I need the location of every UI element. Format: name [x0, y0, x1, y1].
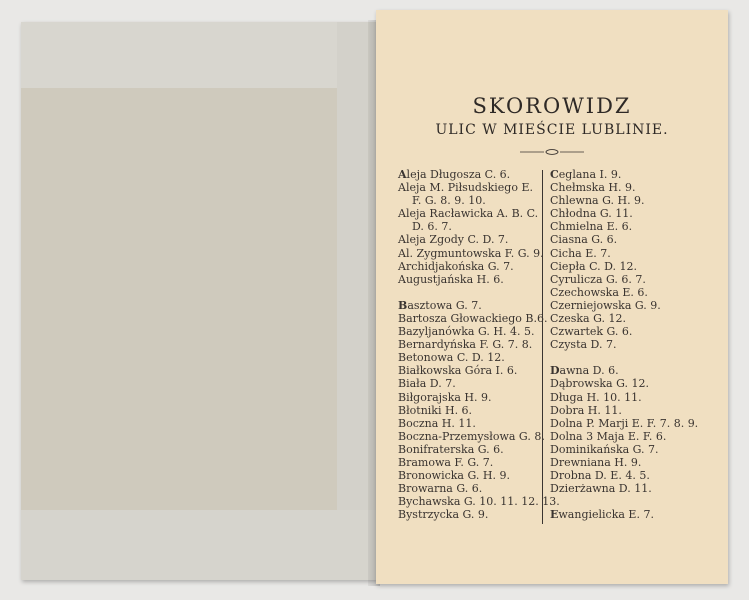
street-entry-text: Bystrzycka G. 9.	[398, 508, 489, 522]
street-entry	[398, 391, 538, 404]
street-entry-text: Al. Zygmuntowska F. G. 9.	[398, 246, 544, 260]
street-entry	[398, 311, 548, 325]
page-title: SKOROWIDZ	[472, 94, 632, 118]
street-entry	[550, 286, 720, 299]
street-entry-text: Cicha E. 7.	[550, 246, 611, 260]
letter-initial: C	[550, 168, 559, 181]
street-entry-text: Czerniejowska G. 9.	[550, 298, 661, 312]
street-entry	[398, 495, 560, 509]
street-entry-text: Boczna-Przemysłowa G. 8.	[398, 429, 545, 443]
street-entry	[398, 299, 538, 312]
street-entry	[398, 220, 538, 233]
street-entry	[398, 469, 538, 482]
street-entry-text: Drewniana H. 9.	[550, 455, 642, 469]
street-entry	[550, 260, 720, 273]
street-index-right-column	[550, 168, 720, 521]
street-entry	[550, 377, 720, 390]
street-entry-text: Chmielna E. 6.	[550, 220, 633, 234]
street-entry-text: Dzierżawna D. 11.	[550, 482, 652, 496]
street-entry-text: Archidjakońska G. 7.	[398, 259, 514, 273]
street-entry	[550, 181, 720, 194]
street-index-left-column	[398, 168, 560, 522]
street-entry	[550, 443, 720, 456]
street-entry-text: awna D. 6.	[559, 364, 619, 378]
street-entry	[550, 220, 720, 233]
street-entry	[550, 168, 720, 181]
street-entry-text: Bychawska G. 10. 11. 12. 13.	[398, 495, 560, 509]
street-entry	[398, 443, 538, 456]
street-entry	[550, 325, 720, 338]
column-divider	[542, 170, 543, 524]
street-entry	[550, 508, 720, 521]
street-entry	[550, 194, 720, 207]
street-entry	[398, 246, 544, 260]
right-page	[376, 10, 728, 584]
street-entry	[550, 299, 720, 312]
street-entry-text: Ciasna G. 6.	[550, 233, 618, 247]
street-entry-text: F. G. 8. 9. 10.	[412, 194, 486, 208]
street-entry-text: Bronowicka G. H. 9.	[398, 469, 510, 483]
street-entry	[550, 404, 720, 417]
street-entry-text: Biała D. 7.	[398, 377, 456, 391]
street-entry-text: Chełmska H. 9.	[550, 181, 636, 195]
street-entry	[398, 429, 545, 443]
street-entry	[398, 338, 538, 351]
street-entry	[398, 417, 538, 430]
street-entry-text: Bernardyńska F. G. 7. 8.	[398, 338, 533, 352]
letter-initial: B	[398, 298, 408, 312]
street-entry-text: Chłodna G. 11.	[550, 207, 633, 221]
street-entry	[550, 364, 720, 377]
street-entry	[398, 207, 538, 220]
street-entry-text: Boczna H. 11.	[398, 416, 476, 430]
street-entry-text: Dolna 3 Maja E. F. 6.	[550, 429, 667, 443]
street-entry-text: Długa H. 10. 11.	[550, 390, 642, 404]
street-entry-text: Aleja M. Piłsudskiego E.	[398, 181, 533, 195]
street-entry	[550, 456, 720, 469]
street-entry	[550, 247, 720, 260]
street-entry	[550, 273, 720, 286]
street-entry	[398, 168, 538, 181]
street-entry-text: Dąbrowska G. 12.	[550, 377, 649, 391]
street-entry	[550, 430, 720, 443]
tape-strip-top	[21, 22, 377, 88]
street-entry	[398, 273, 538, 286]
street-entry-text: Drobna D. E. 4. 5.	[550, 469, 650, 483]
street-entry	[398, 482, 538, 495]
letter-initial: D	[550, 364, 560, 378]
street-entry-text: Dominikańska G. 7.	[550, 442, 659, 456]
page-subtitle: ULIC W MIEŚCIE LUBLINIE.	[435, 122, 669, 138]
street-entry	[398, 351, 538, 364]
street-entry	[550, 469, 720, 482]
street-entry-text: Białkowska Góra I. 6.	[398, 364, 518, 378]
street-entry-text: Dobra H. 11.	[550, 403, 622, 417]
street-entry-text: Biłgorajska H. 9.	[398, 390, 492, 404]
street-entry-text: Aleja Zgody C. D. 7.	[398, 233, 509, 247]
street-entry-text: wangielicka E. 7.	[558, 508, 654, 522]
street-entry	[398, 364, 538, 377]
street-entry	[398, 404, 538, 417]
street-entry	[398, 377, 538, 390]
street-entry	[550, 338, 720, 351]
tape-strip-bottom	[21, 510, 377, 580]
street-entry-text: Bramowa F. G. 7.	[398, 455, 494, 469]
street-entry-text: Czysta D. 7.	[550, 338, 617, 352]
ornament-divider-icon	[520, 148, 584, 156]
street-entry-text: eglana I. 9.	[558, 168, 622, 181]
letter-initial: E	[550, 508, 559, 522]
street-entry-text: Czeska G. 12.	[550, 312, 626, 326]
street-entry	[398, 508, 538, 521]
street-entry-text: Czechowska E. 6.	[550, 285, 648, 299]
street-entry	[550, 207, 720, 220]
left-page-cover	[21, 22, 377, 580]
street-entry-text: Bazyljanówka G. H. 4. 5.	[398, 325, 535, 339]
street-entry	[398, 260, 538, 273]
street-entry-text: D. 6. 7.	[412, 220, 452, 234]
street-entry	[398, 233, 538, 246]
street-entry	[550, 391, 720, 404]
street-entry-text: Błotniki H. 6.	[398, 403, 473, 417]
street-entry-text: leja Długosza C. 6.	[406, 168, 511, 181]
street-entry	[550, 233, 720, 246]
street-entry	[550, 312, 720, 325]
street-entry-text: Ciepła C. D. 12.	[550, 259, 638, 273]
street-entry	[398, 456, 538, 469]
street-entry	[398, 181, 538, 194]
letter-initial: A	[398, 168, 407, 181]
street-entry-text: Aleja Racławicka A. B. C.	[398, 207, 539, 221]
street-entry-text: Betonowa C. D. 12.	[398, 351, 505, 365]
street-entry-text: Bartosza Głowackiego B.6.	[398, 311, 548, 325]
street-entry-text: Augustjańska H. 6.	[398, 272, 504, 286]
street-entry	[398, 194, 538, 207]
street-entry	[398, 325, 538, 338]
street-entry-text: Czwartek G. 6.	[550, 325, 633, 339]
street-entry-text: Browarna G. 6.	[398, 482, 483, 496]
street-entry-text: Dolna P. Marji E. F. 7. 8. 9.	[550, 416, 699, 430]
street-entry-text: Bonifraterska G. 6.	[398, 442, 504, 456]
street-entry	[550, 417, 720, 430]
street-entry-text: asztowa G. 7.	[407, 298, 482, 312]
street-entry-text: Cyrulicza G. 6. 7.	[550, 272, 646, 286]
street-entry	[550, 482, 720, 495]
street-entry-text: Chlewna G. H. 9.	[550, 194, 645, 208]
